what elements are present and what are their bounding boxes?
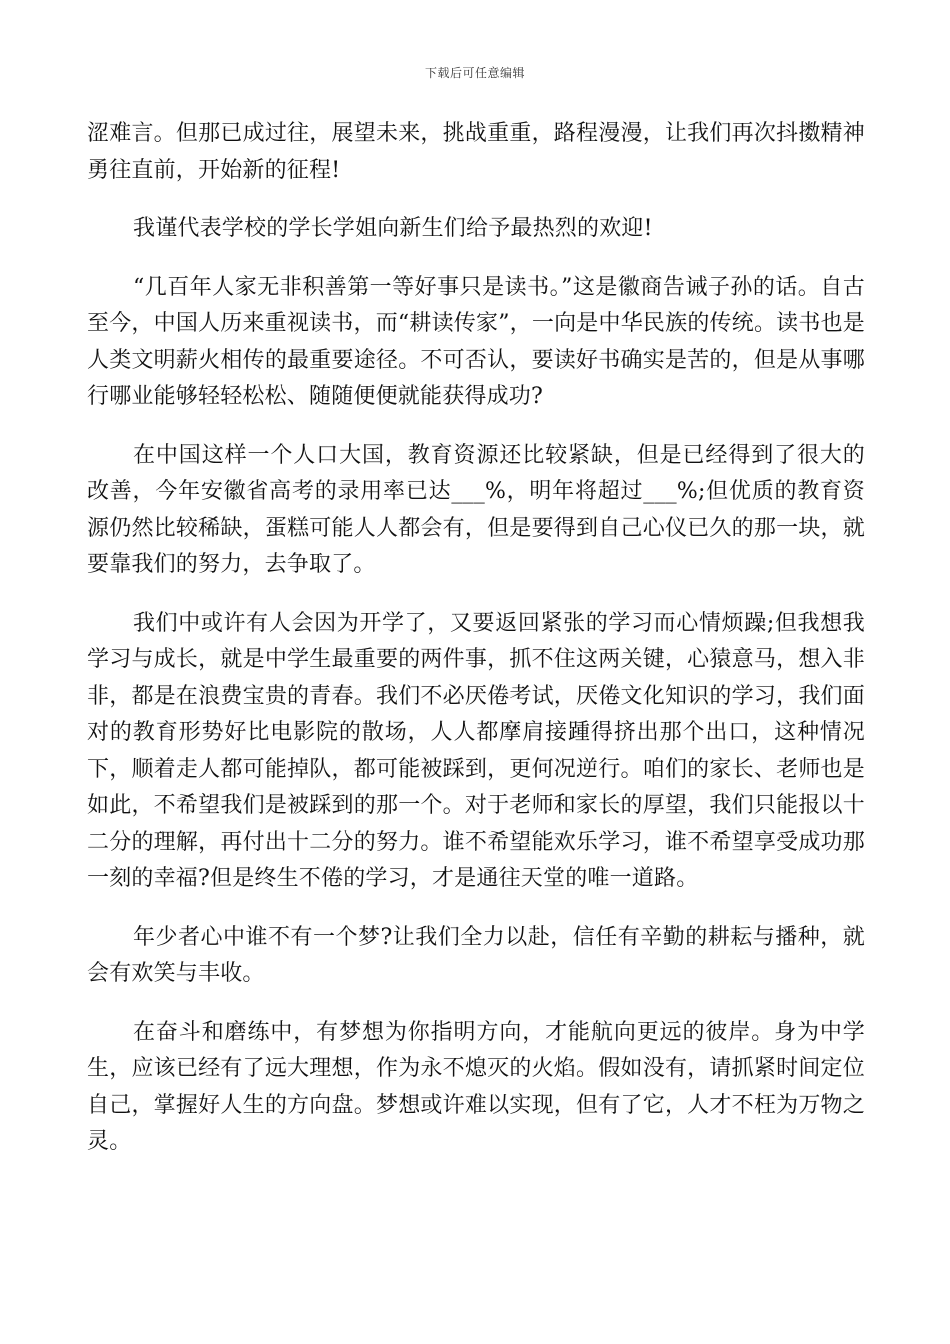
- page-header: 下载后可任意编辑: [424, 66, 525, 80]
- paragraph-5: 我们中或许有人会因为开学了，又要返回紧张的学习而心情烦躁;但我想我学习与成长，就是中学生最重要的两件事，抓不住这两关键，心猿意马，想入非非，都是在浪费宝贵的青春。我们不必厌倦考试，厌倦文化知识的学习，我们面对的教育形势好比电影院的散场，人人都摩肩接踵得挤出那个出口，这种情况下，顺着走人都可能掉队，都可能被踩到，更何况逆行。咱们的家长、老师也是如此，不希望我们是被踩到的那一个。对于老师和家长的厚望，我们只能报以十二分的理解，再付出十二分的努力。谁不希望能欢乐学习，谁不希望享受成功那一刻的幸福?但是终生不倦的学习，才是通往天堂的唯一道路。: [87, 610, 865, 891]
- paragraph-6: 年少者心中谁不有一个梦?让我们全力以赴，信任有辛勤的耕耘与播种，就会有欢笑与丰收。: [87, 924, 865, 986]
- paragraph-3: “几百年人家无非积善第一等好事只是读书。”这是徽商告诫子孙的话。自古至今，中国人历来重视读书，而“耕读传家”，一向是中华民族的传统。读书也是人类文明薪火相传的最重要途径。不可否认，要读好书确实是苦的，但是从事哪行哪业能够轻轻松松、随随便便就能获得成功?: [87, 274, 865, 409]
- paragraph-4: 在中国这样一个人口大国，教育资源还比较紧缺，但是已经得到了很大的改善，今年安徽省高考的录用率已达___%，明年将超过___%;但优质的教育资源仍然比较稀缺，蛋糕可能人人都会有，但是要得到自己心仪已久的那一块，就要靠我们的努力，去争取了。: [87, 442, 865, 577]
- paragraph-7: 在奋斗和磨练中，有梦想为你指明方向，才能航向更远的彼岸。身为中学生，应该已经有了远大理想，作为永不熄灭的火焰。假如没有，请抓紧时间定位自己，掌握好人生的方向盘。梦想或许难以实现，但有了它，人才不枉为万物之灵。: [87, 1019, 865, 1154]
- paragraph-2: 我谨代表学校的学长学姐向新生们给予最热烈的欢迎!: [133, 216, 653, 241]
- document-body: [87, 116, 865, 1183]
- paragraph-1: 涩难言。但那已成过往，展望未来，挑战重重，路程漫漫，让我们再次抖擞精神勇往直前，开始新的征程!: [87, 121, 865, 183]
